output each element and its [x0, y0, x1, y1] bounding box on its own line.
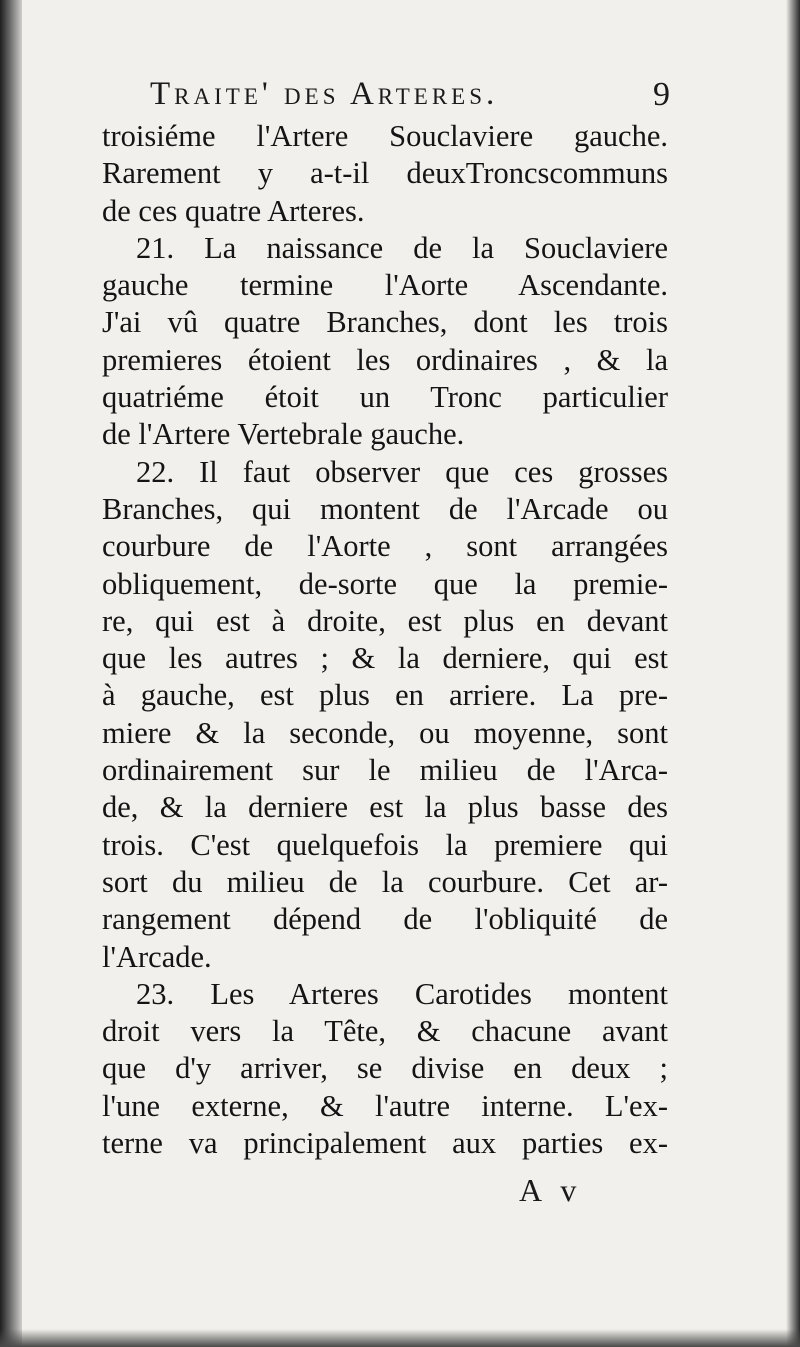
page-header	[150, 76, 670, 116]
text-line: rangement dépend de l'obliquité de	[102, 902, 668, 937]
signature-mark: A v	[519, 1172, 583, 1208]
text-line: premieres étoient les ordinaires , & la	[102, 342, 668, 377]
text-line: quatriéme étoit un Tronc particulier	[102, 380, 668, 415]
text-line: miere & la seconde, ou moyenne, sont	[102, 715, 668, 750]
text-line: l'une externe, & l'autre interne. L'ex-	[102, 1088, 668, 1123]
text-line: terne va principalement aux parties ex-	[102, 1126, 668, 1161]
text-line: droit vers la Tête, & chacune avant	[102, 1014, 668, 1049]
text-line: de ces quatre Arteres.	[102, 193, 365, 228]
binding-shadow	[0, 0, 22, 1347]
text-line: que les autres ; & la derniere, qui est	[102, 641, 668, 676]
page-edge-bottom	[0, 1329, 800, 1347]
text-line: l'Arcade.	[102, 939, 212, 974]
text-line: courbure de l'Aorte , sont arrangées	[102, 529, 668, 564]
text-line: troisiéme l'Artere Souclaviere gauche.	[102, 119, 668, 153]
text-line: re, qui est à droite, est plus en devant	[102, 603, 668, 638]
page-edge-right	[786, 0, 800, 1347]
page-number: 9	[653, 76, 670, 113]
text-line: obliquement, de-sorte que la premie-	[102, 566, 668, 601]
text-line: sort du milieu de la courbure. Cet ar-	[102, 864, 668, 899]
text-line: Rarement y a-t-il deuxTroncscommuns	[102, 156, 668, 191]
text-line: de, & la derniere est la plus basse des	[102, 790, 668, 825]
text-line: ordinairement sur le milieu de l'Arca-	[102, 753, 668, 788]
text-line: gauche termine l'Aorte Ascendante.	[102, 268, 668, 303]
text-line: de l'Artere Vertebrale gauche.	[102, 417, 465, 452]
text-line: 22. Il faut observer que ces grosses	[136, 454, 668, 489]
text-line: à gauche, est plus en arriere. La pre-	[102, 678, 668, 713]
text-line: 21. La naissance de la Souclaviere	[136, 230, 668, 265]
running-head: Traite' des Arteres.	[150, 76, 499, 112]
text-line: Branches, qui montent de l'Arcade ou	[102, 491, 668, 526]
text-line: trois. C'est quelquefois la premiere qui	[102, 827, 668, 862]
text-line: 23. Les Arteres Carotides montent	[136, 976, 668, 1011]
text-line: J'ai vû quatre Branches, dont les trois	[102, 305, 668, 340]
text-line: que d'y arriver, se divise en deux ;	[102, 1051, 668, 1086]
body-text	[102, 118, 668, 1162]
